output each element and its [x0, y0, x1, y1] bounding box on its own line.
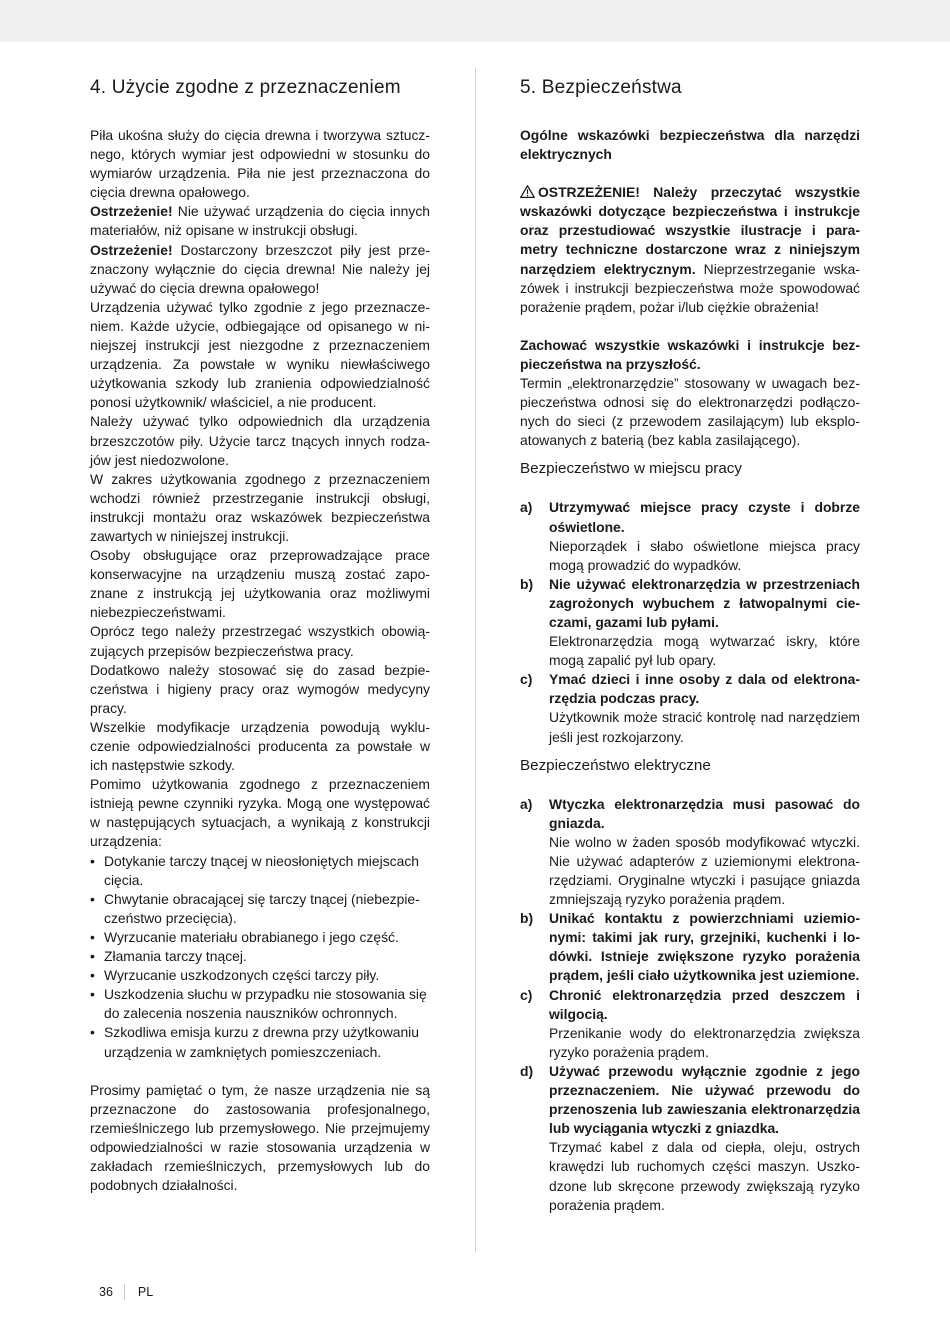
item-text: Użytkownik może stracić kontrolę nad narzędziem jeśli jest rozkojarzony. [549, 709, 860, 745]
warning-blade-wood [90, 241, 430, 298]
workplace-safety-heading: Bezpieczeństwo w miejscu pracy [520, 460, 742, 478]
list-item: • Wyrzucanie materiału obrabianego i jego część. [90, 928, 430, 947]
right-column [520, 74, 860, 1215]
list-item: • Wyrzucanie uszkodzonych części tarczy piły. [90, 966, 430, 985]
warning-text: Nie używać urządzenia do cięcia innych materiałów, niż opisane w instrukcji obsługi. [90, 203, 430, 239]
warning-text: Nieprzestrzeganie wskazówek i instrukcji bezpieczeństwa może spowodować porażenie prądem, pożar i/lub ciężkie obrażenia! [520, 260, 860, 315]
list-item [520, 795, 860, 910]
paragraph-operators: Osoby obsługujące oraz przeprowadzające prace konserwacyjne na urządzeniu muszą zostać zapoznane z instrukcją jej użytkowania oraz możliwymi niebezpieczeństwami. [90, 547, 430, 621]
list-item: • Złamania tarczy tnącej. [90, 947, 430, 966]
list-item [520, 1062, 860, 1215]
warning-label: Ostrzeżenie! [90, 203, 173, 220]
warning-label: Ostrzeżenie! [90, 241, 173, 258]
paragraph-scope: W zakres użytkowania zgodnego z przeznaczeniem wchodzi również przestrzeganie instrukcji obsługi, instrukcji montażu oraz wskazówek bezpieczeństwa zawartych w niniejszej instrukcji. [90, 470, 430, 544]
list-item [520, 498, 860, 574]
item-heading: Unikać kontaktu z powierzchniami uziemionymi: takimi jak rury, grzejniki, kuchenki i lodówki. Istnieje zwiększone ryzyko porażenia prądem, jeśli ciało użytkownika jest uziemione. [549, 910, 860, 984]
paragraph-blades: Należy używać tylko odpowiednich dla urządzenia brzeszczotów piły. Użycie tarcz tnących innych rodzajów jest niedozwolone. [90, 413, 430, 468]
warning-bold-text: OSTRZEŻENIE! Należy przeczytać wszystkie wskazówki dotyczące bezpieczeństwa i instrukcje oraz przestudiować wszystkie ilustracje i parametry techniczne dostarczone wraz z niniejszym narzędziem elektrycznym. [520, 184, 860, 277]
footer-separator [124, 1284, 125, 1300]
item-heading: Chronić elektronarzędzia przed deszczem i wilgocią. [549, 986, 860, 1022]
column-divider [475, 68, 476, 1252]
paragraph-regulations: Oprócz tego należy przestrzegać wszystkich obowiązujących przepisów bezpieczeństwa pracy. [90, 623, 430, 659]
paragraph-intended-use: Urządzenia używać tylko zgodnie z jego przeznaczeniem. Każde użycie, odbiegające od opisanego w niniejszej instrukcji jest niezgodne z przeznaczeniem urządzenia. Za powstałe w wyniku niewłaściwego użytkowania szkody lub zranienia odpowiedzialność ponosi użytkownik/ właściciel, a nie producent. [90, 298, 430, 411]
page-number: 36 [99, 1285, 113, 1299]
list-item: • Dotykanie tarczy tnącej w nieosłoniętych miejscach cięcia. [90, 852, 430, 890]
power-tool-definition: Termin „elektronarzędzie” stosowany w uwagach bezpieczeństwa odnosi się do elektronarzędzi podłączonych do sieci (z przewodem zasilającym) lub eksploatowanych z baterią (bez kabla zasilającego). [520, 375, 860, 449]
item-text: Nieporządek i słabo oświetlone miejsca pracy mogą prowadzić do wypadków. [549, 537, 860, 573]
list-item [520, 575, 860, 670]
language-code: PL [137, 1285, 154, 1299]
item-heading: Utrzymywać miejsce pracy czyste i dobrze oświetlone. [549, 499, 860, 535]
item-heading: Ymać dzieci i inne osoby z dala od elektronarzędzia podczas pracy. [549, 671, 860, 707]
paragraph-modifications: Wszelkie modyfikacje urządzenia powodują wykluczenie odpowiedzialności producenta za powstałe w ich następstwie szkody. [90, 718, 430, 774]
item-heading: Nie używać elektronarzędzia w przestrzeniach zagrożonych wybuchem z łatwopalnymi cieczami, gazami lub pyłami. [549, 575, 860, 630]
warning-block [520, 183, 860, 317]
page-footer [99, 1284, 153, 1300]
warning-triangle-icon [520, 185, 535, 198]
item-text: Nie wolno w żaden sposób modyfikować wtyczki. Nie używać adapterów z uziemionymi elektronarzędziami. Oryginalne wtyczki i pasujące gniazda zmniejszają ryzyko porażenia prądem. [549, 833, 860, 908]
item-heading: Używać przewodu wyłącznie zgodnie z jego przeznaczeniem. Nie używać przewodu do przenoszenia lub zawieszania elektronarzędzia lub wyciągania wtyczki z gniazdka. [549, 1062, 860, 1137]
item-label: b) [520, 575, 534, 592]
keep-instructions-heading: Zachować wszystkie wskazówki i instrukcje bezpieczeństwa na przyszłość. [520, 336, 860, 372]
list-item [520, 909, 860, 985]
electrical-safety-heading: Bezpieczeństwo elektryczne [520, 756, 711, 774]
left-column [90, 74, 430, 1195]
item-text: Przenikanie wody do elektronarzędzia zwiększa ryzyko porażenia prądem. [549, 1024, 860, 1060]
paragraph-purpose: Piła ukośna służy do cięcia drewna i tworzywa sztucznego, których wymiar jest odpowiedni w stosunku do wymiarów urządzenia. Piła nie jest przeznaczona do cięcia drewna opałowego. [90, 127, 430, 201]
item-label: b) [520, 910, 534, 927]
paragraph-professional-use: Prosimy pamiętać o tym, że nasze urządzenia nie są przeznaczone do zastosowania profesjonalnego, rzemieślniczego lub przemysłowego. Nie przejmujemy odpowiedzialności w razie stosowania urządzenia w zakładach rzemieślniczych, przemysłowych lub do podobnych działalności. [90, 1081, 430, 1194]
paragraph-risk-factors: Pomimo użytkowania zgodnego z przeznaczeniem istnieją pewne czynniki ryzyka. Mogą one występować w następujących sytuacjach, a wynikają z konstrukcji urządzenia: [90, 776, 430, 850]
list-item [520, 986, 860, 1062]
item-label: a) [520, 499, 533, 516]
warning-other-materials [90, 202, 430, 240]
risk-list [90, 852, 430, 1062]
list-item: • Chwytanie obracającej się tarczy tnącej (niebezpieczeństwo przecięcia). [90, 890, 430, 928]
section-5-heading: 5. Bezpieczeństwa [520, 77, 682, 98]
list-item: • Uszkodzenia słuchu w przypadku nie stosowania się do zalecenia noszenia nauszników ochronnych. [90, 985, 430, 1023]
top-bar [0, 0, 950, 42]
item-label: c) [520, 986, 533, 1003]
item-label: d) [520, 1062, 534, 1079]
item-label: a) [520, 795, 533, 812]
item-label: c) [520, 671, 533, 688]
paragraph-health-safety: Dodatkowo należy stosować się do zasad bezpieczeństwa i higieny pracy oraz wymogów medycyny pracy. [90, 661, 430, 716]
item-text: Trzymać kabel z dala od ciepła, oleju, ostrych krawędzi lub ruchomych części maszyn. Uszkodzone lub skręcone przewody zwiększają ryzyko porażenia prądem. [549, 1139, 860, 1213]
warning-text: Dostarczony brzeszczot piły jest przeznaczony wyłącznie do cięcia drewna! Nie należy jej używać do cięcia drewna opałowego! [90, 241, 430, 296]
section-4-heading: 4. Użycie zgodne z przeznaczeniem [90, 77, 401, 98]
list-item [520, 670, 860, 746]
general-safety-heading: Ogólne wskazówki bezpieczeństwa dla narzędzi elektrycznych [520, 127, 860, 163]
item-heading: Wtyczka elektronarzędzia musi pasować do gniazda. [549, 795, 860, 831]
list-item: • Szkodliwa emisja kurzu z drewna przy użytkowaniu urządzenia w zamkniętych pomieszczeniach. [90, 1023, 430, 1061]
item-text: Elektronarzędzia mogą wytwarzać iskry, które mogą zapalić pył lub opary. [549, 633, 860, 669]
